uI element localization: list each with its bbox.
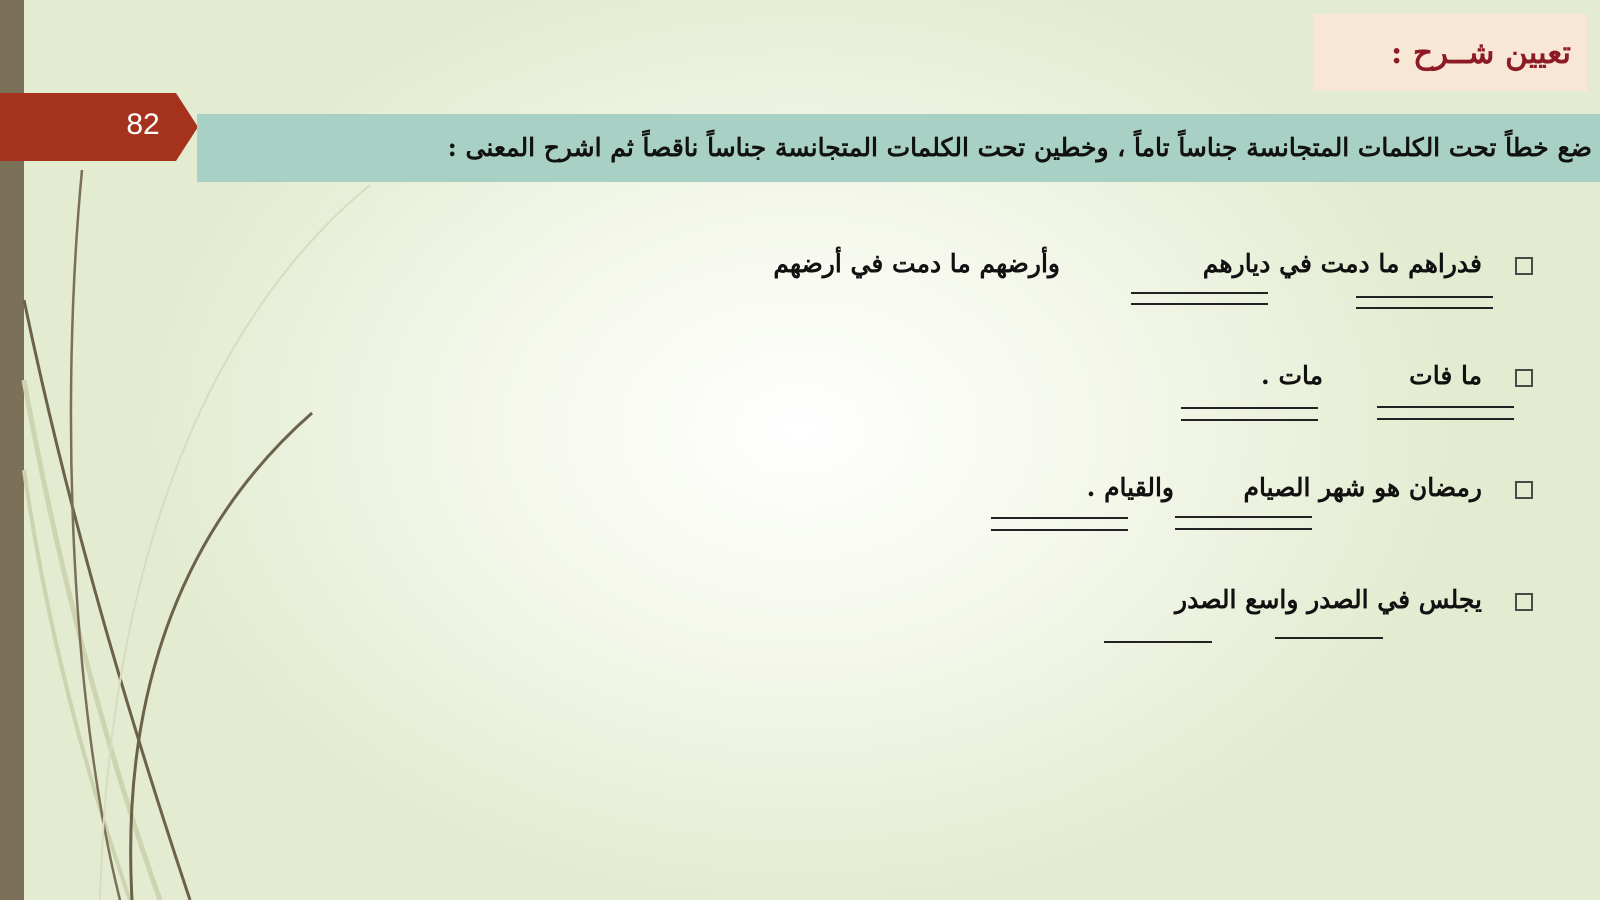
item-3-tail: والقيام . bbox=[1086, 473, 1174, 502]
page-number-tab bbox=[0, 93, 198, 161]
underline bbox=[1131, 292, 1268, 294]
page-number: 82 bbox=[126, 108, 160, 141]
underline bbox=[991, 529, 1128, 531]
instruction-text: ضع خطاً تحت الكلمات المتجانسة جناساً تاماً ، وخطين تحت الكلمات المتجانسة جناساً ناقصاً ثم اشرح المعنى : bbox=[447, 133, 1592, 162]
title-box bbox=[1313, 14, 1587, 91]
underline bbox=[1377, 418, 1514, 420]
underline bbox=[1104, 641, 1212, 643]
item-3-text: رمضان هو شهر الصيام bbox=[1243, 473, 1482, 502]
item-4-text: يجلس في الصدر واسع الصدر bbox=[1175, 585, 1482, 614]
underline bbox=[1356, 296, 1493, 298]
underline bbox=[991, 517, 1128, 519]
underline bbox=[1356, 307, 1493, 309]
underline bbox=[1275, 637, 1383, 639]
underline bbox=[1175, 516, 1312, 518]
underline bbox=[1131, 303, 1268, 305]
page-title: تعيين شــرح : bbox=[1390, 34, 1571, 71]
item-1-text: فدراهم ما دمت في ديارهم bbox=[1202, 249, 1482, 278]
underline bbox=[1181, 419, 1318, 421]
item-2-tail: مات . bbox=[1261, 361, 1323, 390]
checkbox-item-4[interactable] bbox=[1515, 593, 1533, 611]
checkbox-item-3[interactable] bbox=[1515, 481, 1533, 499]
underline bbox=[1377, 406, 1514, 408]
underline bbox=[1175, 528, 1312, 530]
checkbox-item-1[interactable] bbox=[1515, 257, 1533, 275]
item-2-text: ما فات bbox=[1409, 361, 1482, 390]
underline bbox=[1181, 407, 1318, 409]
item-1-tail: وأرضهم ما دمت في أرضهم bbox=[773, 249, 1060, 278]
checkbox-item-2[interactable] bbox=[1515, 369, 1533, 387]
